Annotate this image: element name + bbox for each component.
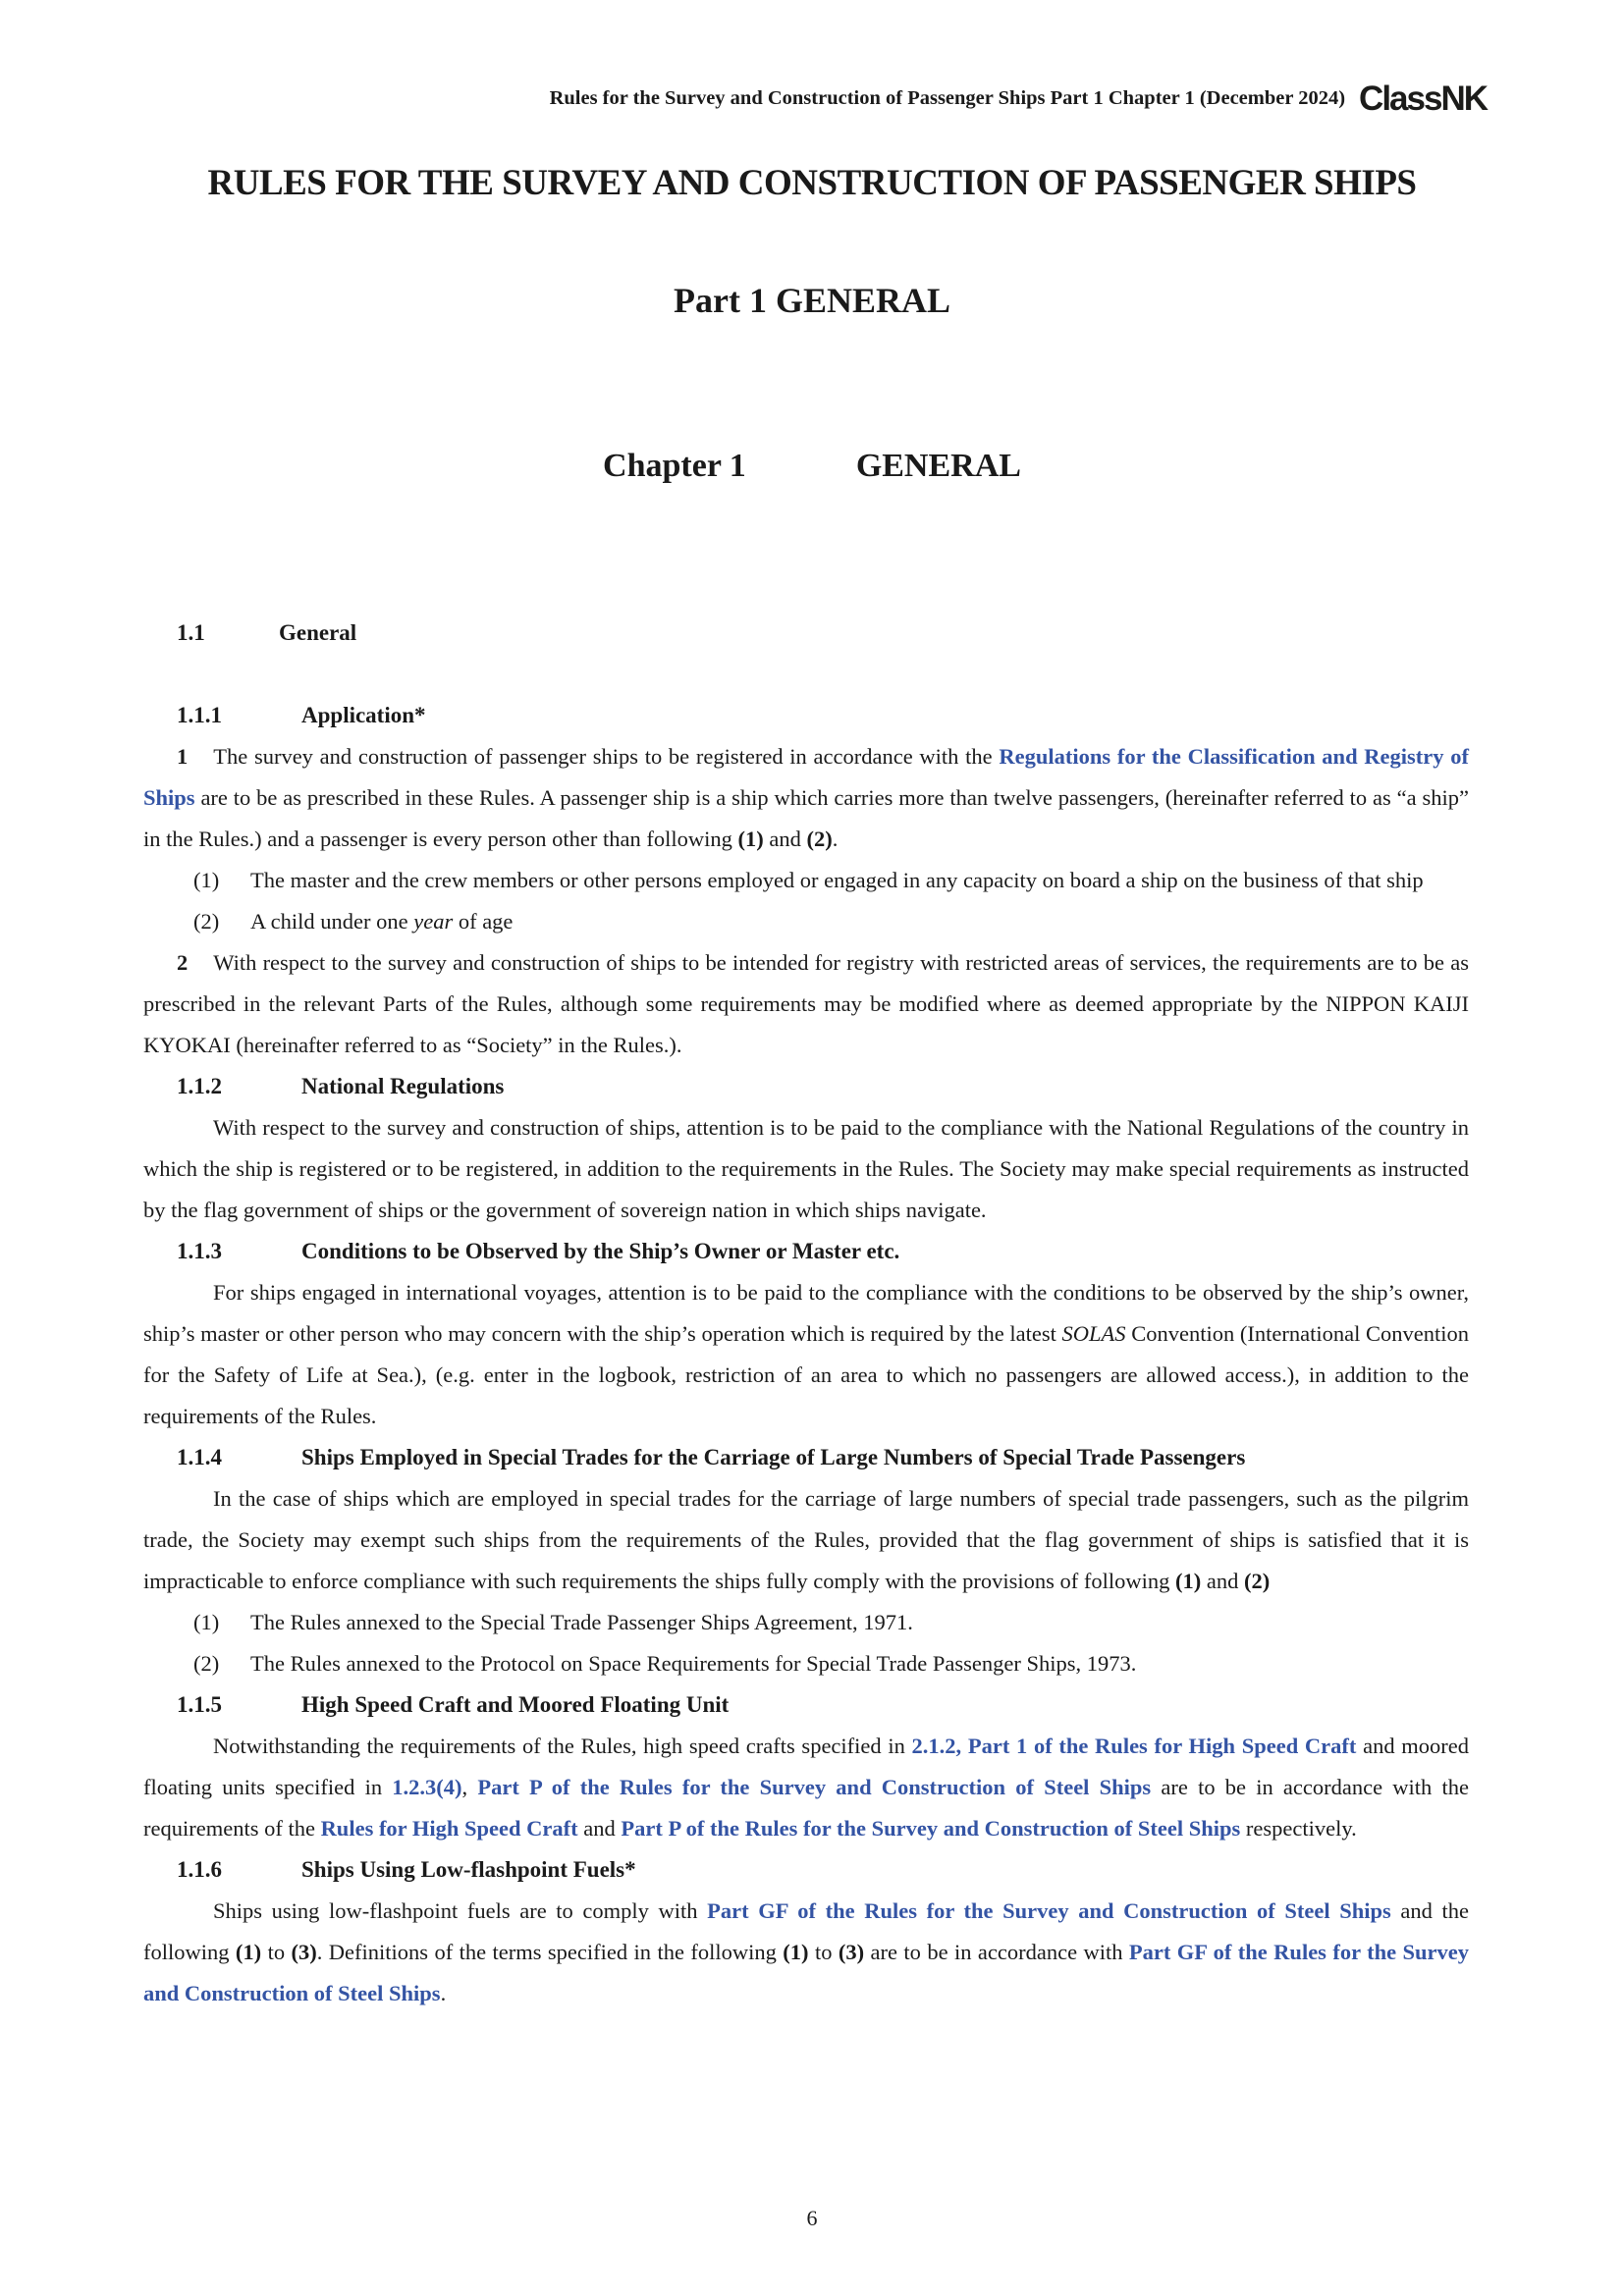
list-marker: (1)	[193, 1610, 220, 1634]
text-segment: With respect to the survey and construction of ships, attention is to be paid to the compliance with the National Regulations of the country in which the ship is registered or to be registered, in addition to the requirements in the Rules. The Society may make special requirements as instructed by the flag government of ships or the government of sovereign nation in which ships navigate.	[143, 1115, 1469, 1222]
text-segment: The Rules annexed to the Special Trade Passenger Ships Agreement, 1971.	[250, 1610, 913, 1634]
heading-number: 1.1.6	[177, 1857, 222, 1882]
text-segment: (1)	[737, 827, 764, 851]
heading-number: 1.1.2	[177, 1074, 222, 1098]
heading-number: 1.1.5	[177, 1692, 222, 1717]
heading-title: High Speed Craft and Moored Floating Unit	[301, 1692, 730, 1717]
cross-reference-link[interactable]: Part GF of the Rules for the Survey and Construction of Steel Ships	[707, 1898, 1391, 1923]
text-segment: of age	[453, 909, 514, 934]
list-item	[143, 1602, 1469, 1643]
text-segment: .	[440, 1981, 447, 2005]
chapter-heading	[0, 446, 1624, 487]
list-marker: (2)	[193, 909, 220, 934]
text-segment: and the following	[143, 1898, 1469, 1964]
heading-number: 1.1.4	[177, 1445, 222, 1469]
text-segment: The survey and construction of passenger ships to be registered in accordance with the	[213, 744, 1000, 769]
text-segment: Ships using low-flashpoint fuels are to comply with	[213, 1898, 708, 1923]
cross-reference-link[interactable]: Part P of the Rules for the Survey and Construction of Steel Ships	[621, 1816, 1241, 1841]
list-item	[143, 860, 1469, 901]
heading-title: Application*	[301, 703, 426, 727]
heading-1.1.6	[143, 1849, 1469, 1891]
text-segment: For ships engaged in international voyages, attention is to be paid to the compliance with the conditions to be observed by the ship’s owner, ship’s master or other person who may concern with the ship’s operation which is required by the latest	[143, 1280, 1469, 1346]
heading-1.1	[143, 613, 1469, 654]
text-segment: (1)	[1175, 1569, 1202, 1593]
running-header	[0, 0, 1624, 120]
paragraph	[143, 942, 1469, 1066]
text-segment: (3)	[291, 1940, 317, 1964]
text-segment: The master and the crew members or other persons employed or engaged in any capacity on board a ship on the business of that ship	[250, 868, 1424, 892]
cross-reference-link[interactable]: Rules for High Speed Craft	[320, 1816, 578, 1841]
text-segment: (1)	[783, 1940, 809, 1964]
text-segment: and	[1201, 1569, 1244, 1593]
text-segment: ,	[461, 1775, 478, 1799]
list-item	[143, 1643, 1469, 1684]
text-segment: are to be in accordance with the requirements of the	[143, 1775, 1469, 1841]
cross-reference-link[interactable]: Part GF of the Rules for the Survey and Construction of Steel Ships	[143, 1940, 1469, 2005]
heading-1.1.2	[143, 1066, 1469, 1107]
cross-reference-link[interactable]: 2.1.2, Part 1 of the Rules for High Speed Craft	[911, 1734, 1357, 1758]
text-segment: Convention (International Convention for the Safety of Life at Sea.), (e.g. enter in the logbook, restriction of an area to which no passengers are allowed access.), in addition to the requirements of the Rules.	[143, 1321, 1469, 1428]
text-segment: In the case of ships which are employed in special trades for the carriage of large numbers of special trade passengers, such as the pilgrim trade, the Society may exempt such ships from the requirements of the Rules, provided that the flag government of ships is satisfied that it is impracticable to enforce compliance with such requirements the ships fully comply with the provisions of following	[143, 1486, 1469, 1593]
text-segment: and	[763, 827, 807, 851]
cross-reference-link[interactable]: Regulations for the Classification and Registry of Ships	[143, 744, 1469, 810]
heading-title: Conditions to be Observed by the Ship’s Owner or Master etc.	[301, 1239, 900, 1263]
heading-number: 1.1	[177, 620, 205, 645]
page-number: 6	[806, 2206, 818, 2230]
paragraph-number: 1	[177, 744, 189, 769]
cross-reference-link[interactable]: Part P of the Rules for the Survey and Construction of Steel Ships	[477, 1775, 1152, 1799]
heading-title: Ships Using Low-flashpoint Fuels*	[301, 1857, 636, 1882]
heading-1.1.1	[143, 695, 1469, 736]
text-segment: The Rules annexed to the Protocol on Space Requirements for Special Trade Passenger Ships, 1973.	[250, 1651, 1137, 1676]
document-title: RULES FOR THE SURVEY AND CONSTRUCTION OF PASSENGER SHIPS	[207, 163, 1417, 203]
running-header-title: Rules for the Survey and Construction of Passenger Ships Part 1 Chapter 1 (December 2024)	[549, 86, 1346, 109]
list-marker: (2)	[193, 1651, 220, 1676]
heading-title: National Regulations	[301, 1074, 505, 1098]
heading-1.1.4	[143, 1437, 1469, 1478]
text-segment: (2)	[1244, 1569, 1271, 1593]
text-segment: and moored floating units specified in	[143, 1734, 1469, 1799]
chapter-name: GENERAL	[855, 448, 1021, 484]
text-segment: SOLAS	[1061, 1321, 1126, 1346]
text-segment: respectively.	[1240, 1816, 1357, 1841]
text-segment: are to be in accordance with	[864, 1940, 1129, 1964]
list-item	[143, 901, 1469, 942]
text-segment: With respect to the survey and construction of ships to be intended for registry with restricted areas of services, the requirements are to be as prescribed in the relevant Parts of the Rules, although some requirements may be modified where as deemed appropriate by the NIPPON KAIJI KYOKAI (hereinafter referred to as “Society” in the Rules.).	[143, 950, 1469, 1057]
text-segment: A child under one	[250, 909, 414, 934]
classnk-logo: ClassNK	[1359, 79, 1487, 118]
cross-reference-link[interactable]: 1.2.3(4)	[392, 1775, 462, 1799]
text-segment: (2)	[806, 827, 833, 851]
document-body	[0, 613, 1624, 2014]
heading-number: 1.1.1	[177, 703, 222, 727]
heading-title: General	[279, 620, 357, 645]
paragraph	[143, 1272, 1469, 1437]
text-segment: to	[261, 1940, 292, 1964]
chapter-label: Chapter 1	[603, 448, 746, 484]
text-segment: year	[413, 909, 454, 934]
list-marker: (1)	[193, 868, 220, 892]
paragraph-number: 2	[177, 950, 189, 975]
heading-1.1.3	[143, 1231, 1469, 1272]
paragraph	[143, 1726, 1469, 1849]
paragraph	[143, 1478, 1469, 1602]
text-segment: . Definitions of the terms specified in the following	[316, 1940, 784, 1964]
paragraph	[143, 736, 1469, 860]
heading-number: 1.1.3	[177, 1239, 222, 1263]
text-segment: (1)	[235, 1940, 262, 1964]
paragraph	[143, 1107, 1469, 1231]
paragraph	[143, 1891, 1469, 2014]
part-title: Part 1 GENERAL	[674, 281, 950, 320]
text-segment: .	[832, 827, 839, 851]
text-segment: Notwithstanding the requirements of the Rules, high speed crafts specified in	[213, 1734, 912, 1758]
heading-title: Ships Employed in Special Trades for the Carriage of Large Numbers of Special Trade Passengers	[301, 1445, 1246, 1469]
text-segment: to	[808, 1940, 839, 1964]
text-segment: are to be as prescribed in these Rules. A passenger ship is a ship which carries more than twelve passengers, (hereinafter referred to as “a ship” in the Rules.) and a passenger is every person other than following	[143, 785, 1469, 851]
text-segment: (3)	[838, 1940, 865, 1964]
heading-1.1.5	[143, 1684, 1469, 1726]
text-segment: and	[577, 1816, 622, 1841]
